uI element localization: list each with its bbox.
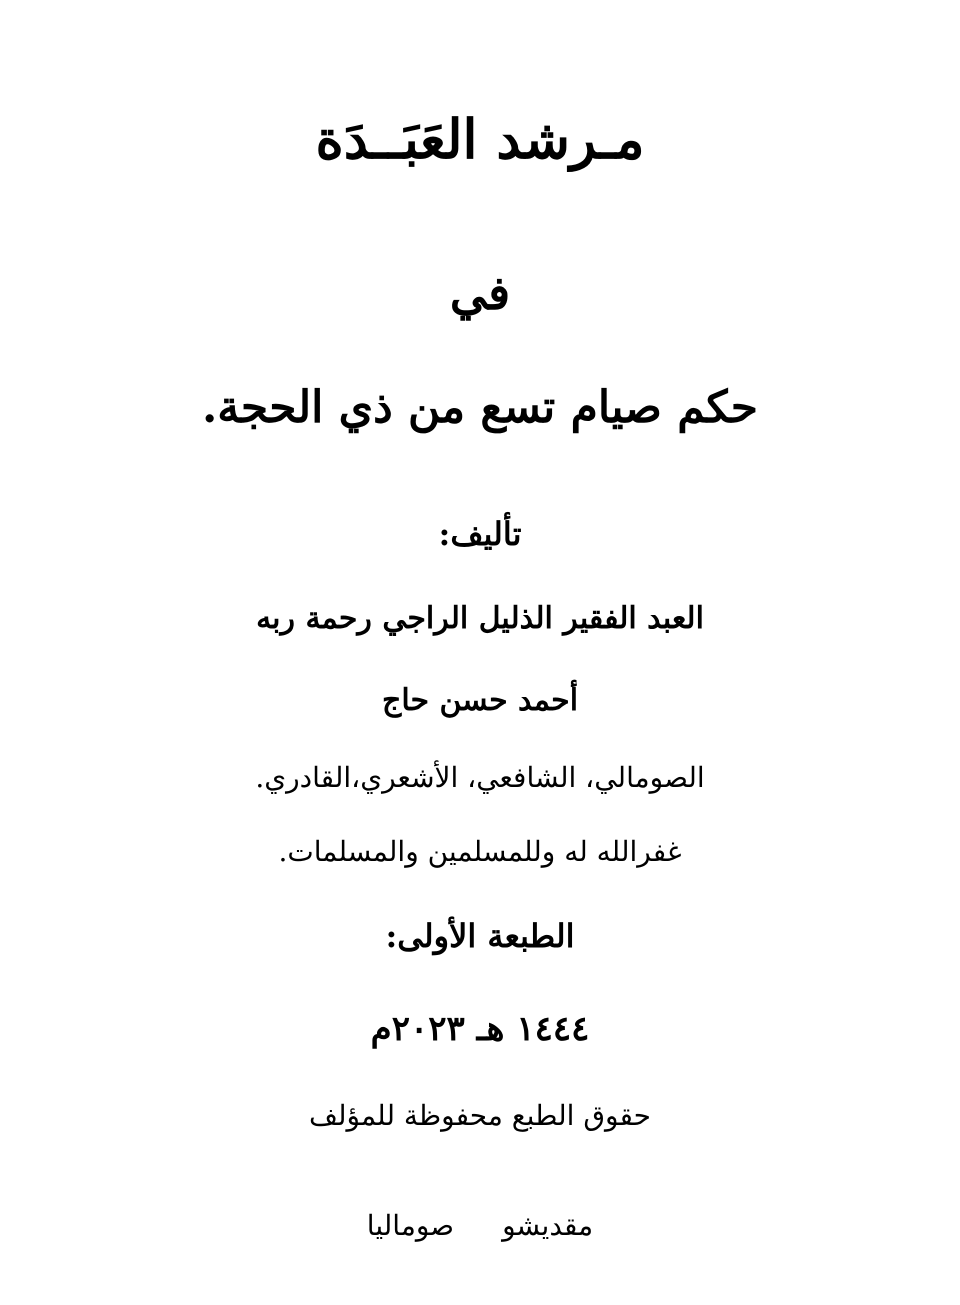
country-name: صوماليا — [366, 1209, 455, 1242]
city-name: مقديشو — [502, 1209, 594, 1242]
author-affiliation: الصومالي، الشافعي، الأشعري،القادري. — [255, 761, 705, 794]
authorship-label: تأليف: — [438, 515, 522, 553]
publication-date: ١٤٤٤ هـ ٢٠٢٣م — [370, 1009, 590, 1049]
author-prayer: غفرالله له وللمسلمين والمسلمات. — [278, 835, 682, 868]
book-title: مـرشد العَبَــدَة — [315, 107, 645, 171]
author-description: العبد الفقير الذليل الراجي رحمة ربه — [256, 601, 704, 636]
publication-place — [0, 1209, 960, 1242]
author-name: أحمد حسن حاج — [381, 683, 579, 718]
title-preposition: في — [449, 266, 511, 320]
edition-label: الطبعة الأولى: — [385, 917, 575, 955]
copyright-notice: حقوق الطبع محفوظة للمؤلف — [309, 1099, 651, 1132]
book-subtitle: حكم صيام تسع من ذي الحجة. — [201, 382, 758, 433]
